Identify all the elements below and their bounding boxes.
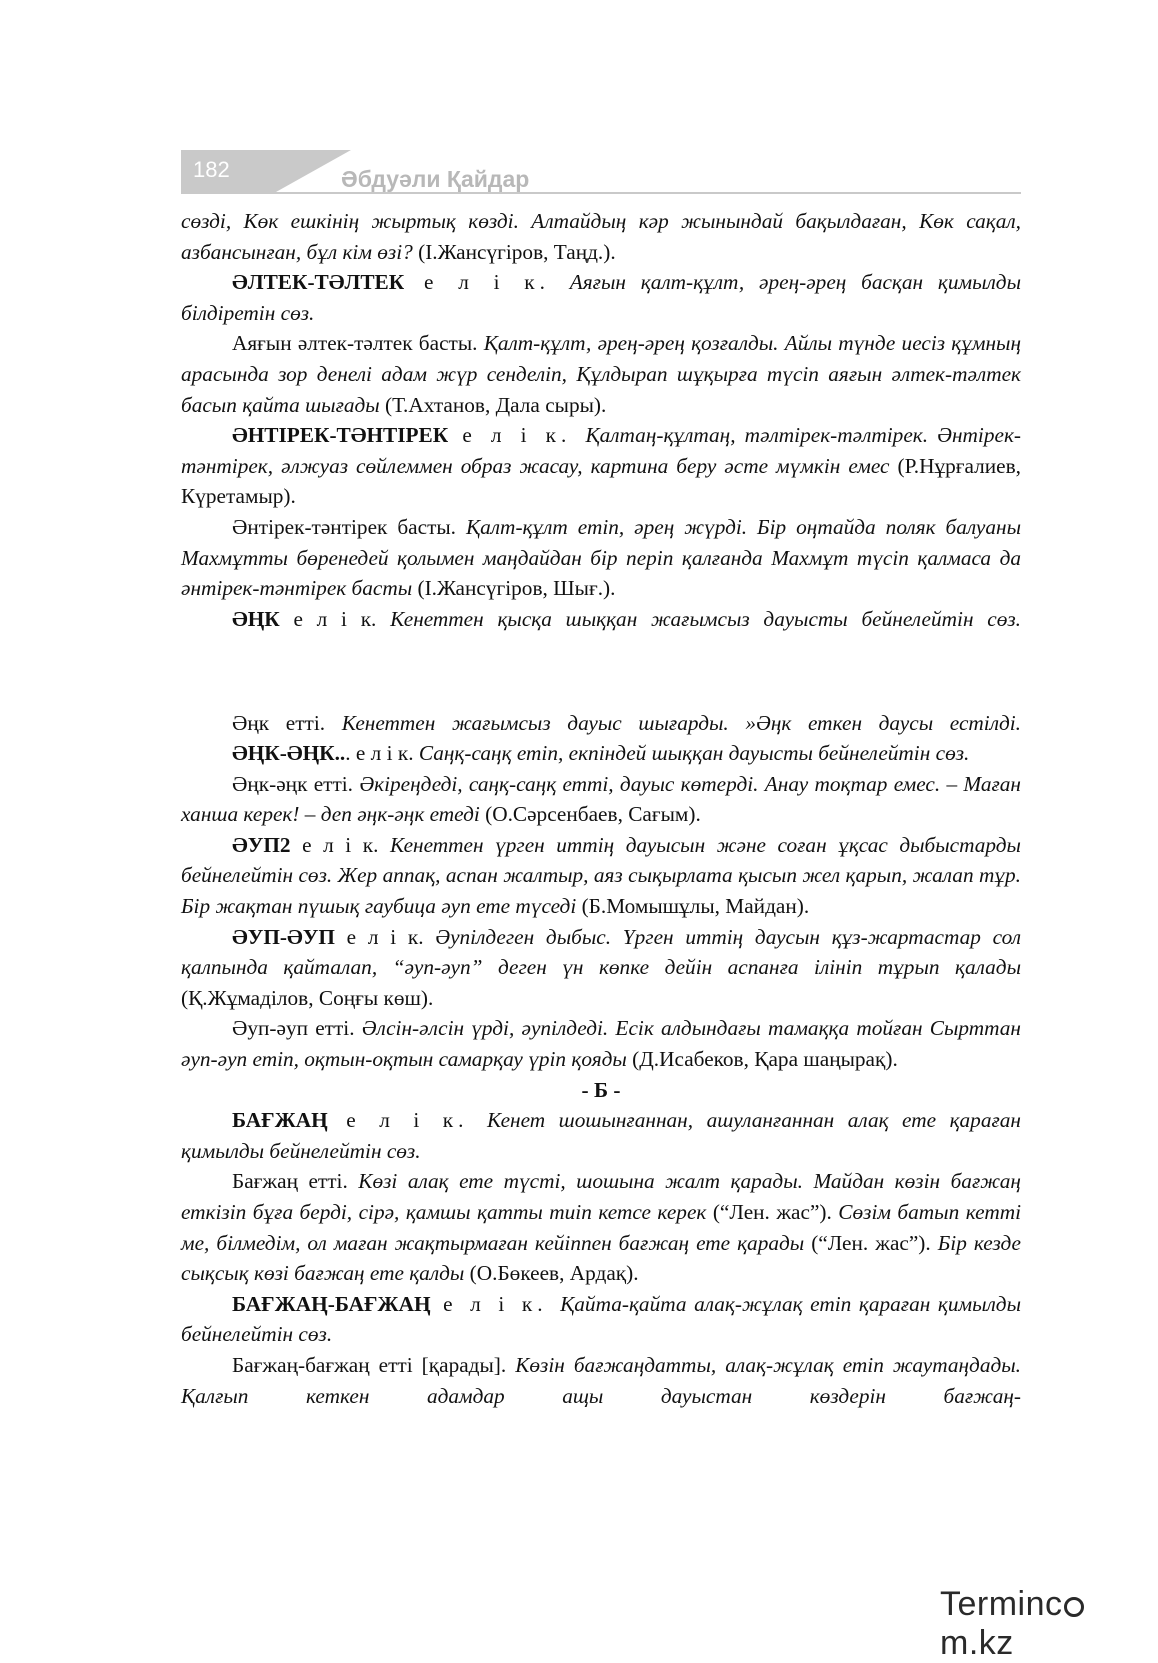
entry-paragraph	[181, 604, 1021, 635]
text-run: Әңк-әңк етті.	[232, 771, 360, 796]
headword: ӘҢК	[232, 606, 280, 631]
running-head-author: Әбдуәли Қайдар	[341, 166, 530, 192]
part-of-speech: е л і к.	[327, 1108, 487, 1133]
definition-text: Қалт-құлт, әрең-әрең қозғалды. Айлы түнде иесіз құмның арасында зор денелі адам жүр сенделіп, Құлдырап шұқырға түсіп аяғын әлтек-тәлтек басып қайта шығады	[181, 331, 1022, 417]
page-number-tab-shape	[276, 150, 351, 192]
definition-text: Көзін бағжаңдатты, алақ-жұлақ етіп жаутаңдады. Қалғып кеткен адамдар ащы дауыстан көздерін бағжаң-	[181, 1352, 1022, 1408]
part-of-speech: е л і к.	[448, 423, 586, 448]
text-run: е л і к.	[290, 832, 390, 857]
definition-text: Кенет шошынғаннан, ашуланғаннан алақ ете қараған қимылды бейнелейтін сөз.	[181, 1108, 1021, 1163]
watermark-text-mid: erminc	[957, 1585, 1063, 1623]
definition-text: Кенеттен үрген иттің дауысын және соған ұқсас дыбыстарды бейнелейтін сөз. Жер аппақ, аспан жалтыр, аяз сықырлата қысып жел қарып, жалап тұр. Бір жақтан пүшық гаубица әуп ете түседі	[181, 832, 1021, 919]
text-run: (Б.Момышұлы, Майдан).	[576, 894, 810, 919]
entry-paragraph	[181, 1350, 1021, 1411]
definition-text: Аяғын қалт-құлт, әрең-әрең басқан қимылды білдіретін сөз.	[181, 270, 1021, 325]
text-run: - Б -	[581, 1077, 621, 1102]
page-number: 182	[181, 150, 276, 192]
header-rule	[181, 192, 1021, 194]
text-run: . е л і к.	[345, 741, 419, 766]
definition-text: Әкіреңдеді, саңқ-саңқ етті, дауыс көтерді. Анау тоқтар емес. – Маған ханша керек! – деп әңк-әңк етеді	[181, 771, 1021, 827]
text-run: (О.Сәрсенбаев, Сағым).	[479, 802, 701, 827]
entry-paragraph	[181, 206, 1021, 267]
entry-paragraph	[181, 769, 1021, 830]
headword: БАҒЖАҢ	[232, 1108, 328, 1133]
headword: ӘНТІРЕК-ТӘНТІРЕК	[232, 423, 449, 448]
definition-text: Қалт-құлт етіп, әрең жүрді. Бір оңтайда поляк балуаны Махмұтты бөренедей қолымен маңдайдан бір періп қалғанда Махмұт түсіп қалмаса да әнтірек-тәнтірек басты	[181, 514, 1021, 601]
headword: ӘУП2	[232, 832, 291, 857]
text-run: (Т.Ахтанов, Дала сыры).	[379, 392, 607, 417]
definition-text: Сөзім батып кетті ме, білмедім, ол маған жақтырмаған кейіппен бағжаң ете қарады	[181, 1200, 1021, 1255]
text-run: (І.Жансүгіров, Шығ.).	[412, 576, 616, 601]
entry-paragraph	[181, 512, 1021, 604]
text-run: (“Лен. жас”).	[804, 1230, 938, 1255]
entry-paragraph	[181, 738, 1021, 769]
headword: ӘҢК-ӘҢК..	[232, 741, 346, 766]
blank-line	[181, 656, 1021, 687]
entry-paragraph	[181, 420, 1021, 512]
entry-paragraph	[181, 1105, 1021, 1166]
definition-text: Көзі алақ ете түсті, шошына жалт қарады. Майдан көзін бағжаң еткізіп бұға берді, сірә, қамшы қатты тиіп кетсе керек	[181, 1169, 1021, 1224]
text-run: е л і к.	[334, 924, 436, 949]
text-run: (Қ.Жұмаділов, Соңғы көш).	[181, 985, 434, 1010]
text-run: (Р.Нұрғалиев, Күретамыр).	[181, 453, 1021, 509]
entry-paragraph	[181, 922, 1021, 1014]
headword: БАҒЖАҢ-БАҒЖАҢ	[232, 1291, 431, 1316]
text-run: Бағжаң етті.	[232, 1169, 359, 1194]
entry-paragraph	[181, 1013, 1021, 1074]
definition-text: Саңқ-саңқ етіп, екпіндей шыққан дауысты бейнелейтін сөз.	[418, 741, 970, 766]
page-header	[181, 150, 1021, 195]
headword: ӘЛТЕК-ТӘЛТЕК	[232, 270, 405, 295]
definition-text: Әупілдеген дыбыс. Үрген иттің даусын құз-жартастар сол қалпында қайталап, “әуп-әуп” деген үн көпке дейін аспанға ілініп тұрып қалады	[181, 924, 1021, 980]
definition-text: Кенеттен қысқа шыққан жағымсыз дауысты бейнелейтін сөз.	[390, 606, 1021, 631]
section-letter-heading	[181, 1075, 1021, 1106]
text-run: (О.Бөкеев, Ардақ).	[464, 1261, 639, 1286]
text-run: Аяғын әлтек-тәлтек басты.	[232, 331, 484, 356]
part-of-speech: е л і к.	[430, 1291, 561, 1316]
entry-paragraph	[181, 328, 1021, 420]
watermark-text-end: m.kz	[940, 1624, 1014, 1662]
definition-text: Қалтаң-құлтаң, тәлтірек-тәлтірек. Әнтірек-тәнтірек, әлжуаз сөйлеммен образ жасау, картина беру әсте мүмкін емес	[181, 423, 1021, 478]
dictionary-text	[181, 206, 1021, 1411]
part-of-speech: е л і к.	[404, 270, 570, 295]
text-run: Әнтірек-тәнтірек басты.	[232, 514, 466, 539]
text-run: (І.Жансүгіров, Таңд.).	[412, 239, 616, 264]
entry-paragraph	[181, 1166, 1021, 1288]
entry-paragraph	[181, 267, 1021, 328]
entry-paragraph	[181, 1289, 1021, 1350]
watermark-text-start: T	[940, 1585, 958, 1623]
magnifier-icon	[1064, 1597, 1084, 1617]
definition-text: сөзді, Көк ешкінің жыртық көзді. Алтайдың кәр жынындай бақылдаған, Көк сақал, азбансынған, бұл кім өзі?	[181, 209, 1021, 264]
text-run: Әуп-әуп етті.	[232, 1016, 362, 1041]
text-run: Әңк етті.	[232, 710, 342, 735]
text-run: е л і к.	[279, 606, 391, 631]
definition-text: Бір кезде сықсық көзі бағжаң ете қалды	[181, 1230, 1021, 1286]
text-run: Бағжаң-бағжаң етті [қарады].	[232, 1352, 516, 1377]
entry-paragraph	[181, 708, 1021, 739]
termincom-watermark-logo	[940, 1585, 1158, 1663]
definition-text: Кенеттен жағымсыз дауыс шығарды. »Әңк еткен даусы естілді.	[341, 710, 1021, 735]
text-run: (“Лен. жас”).	[706, 1200, 839, 1224]
definition-text: Қайта-қайта алақ-жұлақ етіп қараған қимылды бейнелейтін сөз.	[181, 1291, 1021, 1347]
headword: ӘУП-ӘУП	[232, 924, 335, 949]
text-run: (Д.Исабеков, Қара шаңырақ).	[626, 1047, 898, 1072]
definition-text: Әлсін-әлсін үрді, әупілдеді. Есік алдындағы тамаққа тойған Сырттан әуп-әуп етіп, оқтын-оқтын самарқау үріп қояды	[181, 1016, 1021, 1072]
entry-paragraph	[181, 830, 1021, 922]
